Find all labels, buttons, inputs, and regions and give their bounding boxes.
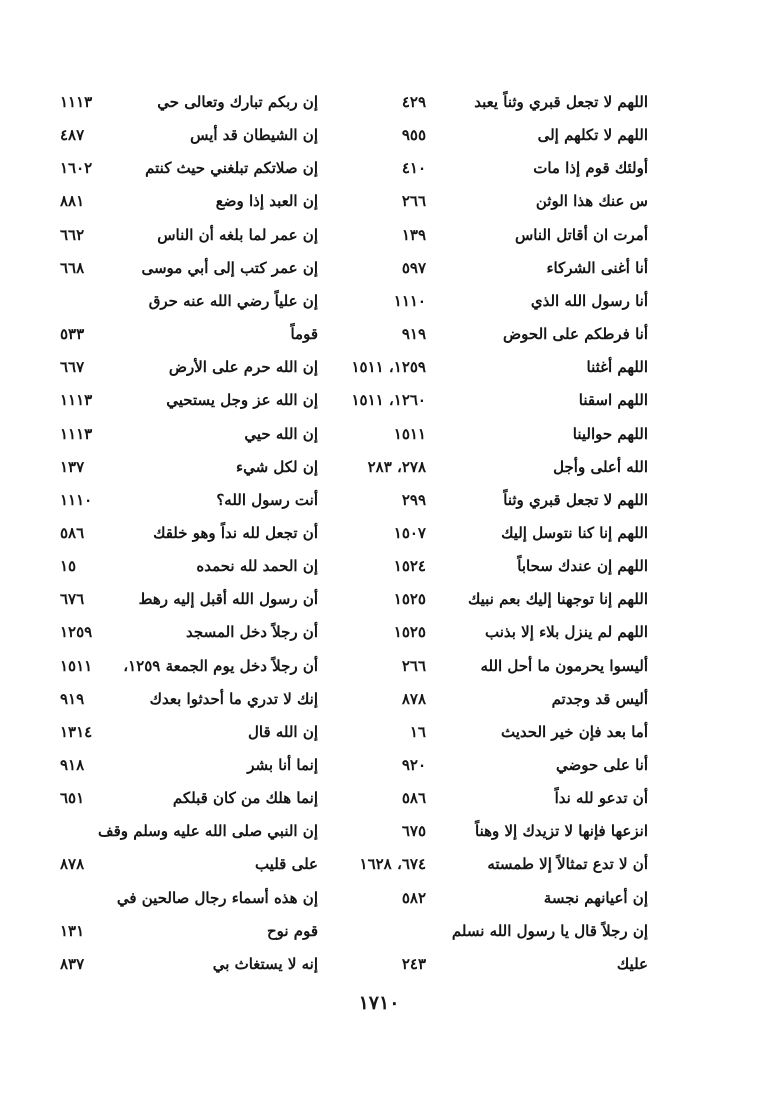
page-ref-left: ١٣١ xyxy=(60,921,85,940)
page-ref-right: ١٦ xyxy=(409,722,426,741)
index-row xyxy=(60,550,648,583)
entry-text-right: اللهم إن عندك سحاباً xyxy=(517,557,648,576)
entry-text-left: أن رسول الله أقبل إليه رهط xyxy=(138,590,318,609)
entry-text-right: اللهم اسقنا xyxy=(578,391,648,410)
entry-text-left: إن علياً رضي الله عنه حرق xyxy=(148,291,318,310)
page-ref-right: ٢٧٨، ٢٨٣ xyxy=(367,457,426,476)
entry-text-left: أن رجلاً دخل يوم الجمعة ١٢٥٩، xyxy=(123,656,318,675)
index-row xyxy=(60,583,648,616)
entry-text-left: أن تجعل لله نداً وهو خلقك xyxy=(153,523,318,542)
entry-text-right: اللهم إنا كنا نتوسل إليك xyxy=(501,523,648,542)
page-ref-left: ٦٧٦ xyxy=(60,590,85,609)
entry-text-left: إن الشيطان قد أيس xyxy=(190,126,318,145)
page-ref-right: ١٥١١ xyxy=(393,424,426,443)
page-ref-right: ٦٧٥ xyxy=(401,822,426,841)
entry-text-left: إن لكل شيء xyxy=(236,457,318,476)
entry-text-left: إن عمر كتب إلى أبي موسى xyxy=(141,258,318,277)
entry-text-left: إن عمر لما بلغه أن الناس xyxy=(157,225,318,244)
page-ref-right: ١٣٩ xyxy=(401,225,426,244)
page-ref-left: ٥٣٣ xyxy=(60,325,85,344)
entry-text-right: اللهم لا تكلهم إلى xyxy=(537,126,648,145)
page-ref-right: ٩١٩ xyxy=(401,325,426,344)
index-row xyxy=(60,185,648,218)
index-row xyxy=(60,749,648,782)
index-row xyxy=(60,484,648,517)
page-ref-left: ٩١٩ xyxy=(60,689,85,708)
index-row xyxy=(60,384,648,417)
page-ref-right: ١٥٢٤ xyxy=(393,557,426,576)
page-ref-right: ١٢٥٩، ١٥١١ xyxy=(351,358,426,377)
page-ref-left: ١٦٠٢ xyxy=(60,159,93,178)
index-row xyxy=(60,451,648,484)
entry-text-left: إن الله حرم على الأرض xyxy=(168,358,318,377)
entry-text-right: اللهم لا تجعل قبري وثناً يعبد xyxy=(474,93,648,111)
entry-text-right: أن تدعو لله نداً xyxy=(554,789,648,808)
entry-text-left: أنت رسول الله؟ xyxy=(216,490,318,509)
page-ref-right: ٦٧٤، ١٦٢٨ xyxy=(359,855,426,874)
page-ref-left: ١٣١٤ xyxy=(60,722,93,741)
entry-text-left: قوماً xyxy=(290,325,318,344)
index-row xyxy=(60,351,648,384)
index-row xyxy=(60,683,648,716)
entry-text-left: إن الله قال xyxy=(247,722,318,741)
index-row xyxy=(60,915,648,948)
entry-text-right: أولئك قوم إذا مات xyxy=(533,159,648,178)
page-ref-left: ١٢٥٩ xyxy=(60,623,93,642)
page-ref-left: ٦٦٧ xyxy=(60,358,85,377)
index-row xyxy=(60,285,648,318)
page-ref-left: ٥٨٦ xyxy=(60,523,85,542)
page-ref-left: ٤٨٧ xyxy=(60,126,85,145)
page-ref-right: ١٥٠٧ xyxy=(393,523,426,542)
entry-text-right: س عنك هذا الوثن xyxy=(535,192,648,211)
page-ref-right: ٥٨٢ xyxy=(401,888,426,907)
index-row xyxy=(60,86,648,119)
page-ref-left: ٦٦٨ xyxy=(60,258,85,277)
index-row xyxy=(60,948,648,981)
page-ref-left: ١١١٠ xyxy=(60,490,93,509)
index-row xyxy=(60,716,648,749)
entry-text-left: إنه لا يستغاث بي xyxy=(212,954,318,973)
entry-text-right: أمرت ان أقاتل الناس xyxy=(514,225,648,244)
page-ref-right: ٥٩٧ xyxy=(401,258,426,277)
entry-text-right: اللهم لم ينزل بلاء إلا بذنب xyxy=(485,623,648,642)
entry-text-right: انزعها فإنها لا تزيدك إلا وهناً xyxy=(475,822,648,841)
entry-text-right: أنا رسول الله الذي xyxy=(530,291,648,310)
index-row xyxy=(60,517,648,550)
entry-text-left: إن ربكم تبارك وتعالى حي xyxy=(157,93,318,111)
entry-text-left: إن العبد إذا وضع xyxy=(215,192,318,211)
entry-text-right: أن لا تدع تمثالاً إلا طمسته xyxy=(487,855,648,874)
page-ref-left: ٦٦٢ xyxy=(60,225,85,244)
entry-text-right: أنا أغنى الشركاء xyxy=(546,258,648,277)
page-ref-right: ٤٢٩ xyxy=(401,93,426,111)
page-ref-right: ٩٥٥ xyxy=(401,126,426,145)
page-ref-left: ١١١٣ xyxy=(60,93,93,111)
page-ref-right: ١١١٠ xyxy=(393,291,426,310)
entry-text-left: إن النبي صلى الله عليه وسلم وقف xyxy=(98,822,318,841)
entry-text-right: اللهم أغثنا xyxy=(586,358,648,377)
entry-text-right: أنا على حوضي xyxy=(555,756,648,774)
entry-text-right: اللهم لا تجعل قبري وثناً xyxy=(503,490,648,509)
page-ref-right: ٥٨٦ xyxy=(401,789,426,808)
page-ref-right: ١٥٢٥ xyxy=(393,590,426,609)
page-ref-right: ١٢٦٠، ١٥١١ xyxy=(351,391,426,410)
entry-text-left: إنما هلك من كان قبلكم xyxy=(172,789,318,808)
index-row xyxy=(60,782,648,815)
page-ref-left: ١٥١١ xyxy=(60,656,93,675)
entry-text-left: على قليب xyxy=(254,855,318,874)
index-row xyxy=(60,318,648,351)
index-row xyxy=(60,219,648,252)
page-ref-right: ١٥٢٥ xyxy=(393,623,426,642)
page-ref-right: ٢٦٦ xyxy=(401,192,426,211)
index-row xyxy=(60,418,648,451)
index-row xyxy=(60,119,648,152)
page-ref-left: ١٥ xyxy=(60,557,77,576)
entry-text-right: أليس قد وجدتم xyxy=(551,689,648,708)
entry-text-left: إن الله عز وجل يستحيي xyxy=(166,391,318,410)
entry-text-right: اللهم إنا توجهنا إليك بعم نبيك xyxy=(468,590,648,609)
entry-text-right: أما بعد فإن خير الحديث xyxy=(501,722,648,741)
page-ref-right: ٨٧٨ xyxy=(401,689,426,708)
entry-text-right: اللهم حوالينا xyxy=(572,424,648,443)
entry-text-left: أن رجلاً دخل المسجد xyxy=(186,623,318,642)
page-ref-right: ٢٤٣ xyxy=(401,954,426,973)
entry-text-right: إن رجلاً قال يا رسول الله نسلم xyxy=(451,921,648,940)
index-row xyxy=(60,882,648,915)
page-ref-left: ١٣٧ xyxy=(60,457,85,476)
page-ref-left: ١١١٣ xyxy=(60,424,93,443)
page-ref-left: ٩١٨ xyxy=(60,756,85,774)
index-row xyxy=(60,152,648,185)
index-row xyxy=(60,848,648,881)
entry-text-left: إن صلاتكم تبلغني حيث كنتم xyxy=(145,159,318,178)
entry-text-left: إنك لا تدري ما أحدثوا بعدك xyxy=(149,689,318,708)
page-ref-left: ٨٧٨ xyxy=(60,855,85,874)
entry-text-left: إن الحمد لله نحمده xyxy=(196,557,318,576)
entry-text-left: إن هذه أسماء رجال صالحين في xyxy=(116,888,318,907)
entry-text-right: الله أعلى وأجل xyxy=(553,457,648,476)
page-ref-left: ١١١٣ xyxy=(60,391,93,410)
entry-text-right: عليك xyxy=(616,954,648,973)
entry-text-left: قوم نوح xyxy=(266,921,318,940)
entry-text-right: إن أعيانهم نجسة xyxy=(543,888,648,907)
page-ref-left: ٨٣٧ xyxy=(60,954,85,973)
page-ref-right: ٢٩٩ xyxy=(401,490,426,509)
entry-text-left: إن الله حيي xyxy=(244,424,318,443)
index-row xyxy=(60,815,648,848)
page-ref-left: ٦٥١ xyxy=(60,789,85,808)
page-ref-right: ٩٢٠ xyxy=(401,756,426,774)
page-ref-right: ٢٦٦ xyxy=(401,656,426,675)
entry-text-left: إنما أنا بشر xyxy=(247,756,318,774)
index-row xyxy=(60,252,648,285)
page-number: ١٧١٠ xyxy=(358,992,400,1014)
index-row xyxy=(60,650,648,683)
entry-text-right: أنا فرطكم على الحوض xyxy=(503,325,648,344)
page-ref-right: ٤١٠ xyxy=(401,159,426,178)
page-ref-left: ٨٨١ xyxy=(60,192,85,211)
index-row xyxy=(60,616,648,649)
entry-text-right: أليسوا يحرمون ما أحل الله xyxy=(480,656,648,675)
